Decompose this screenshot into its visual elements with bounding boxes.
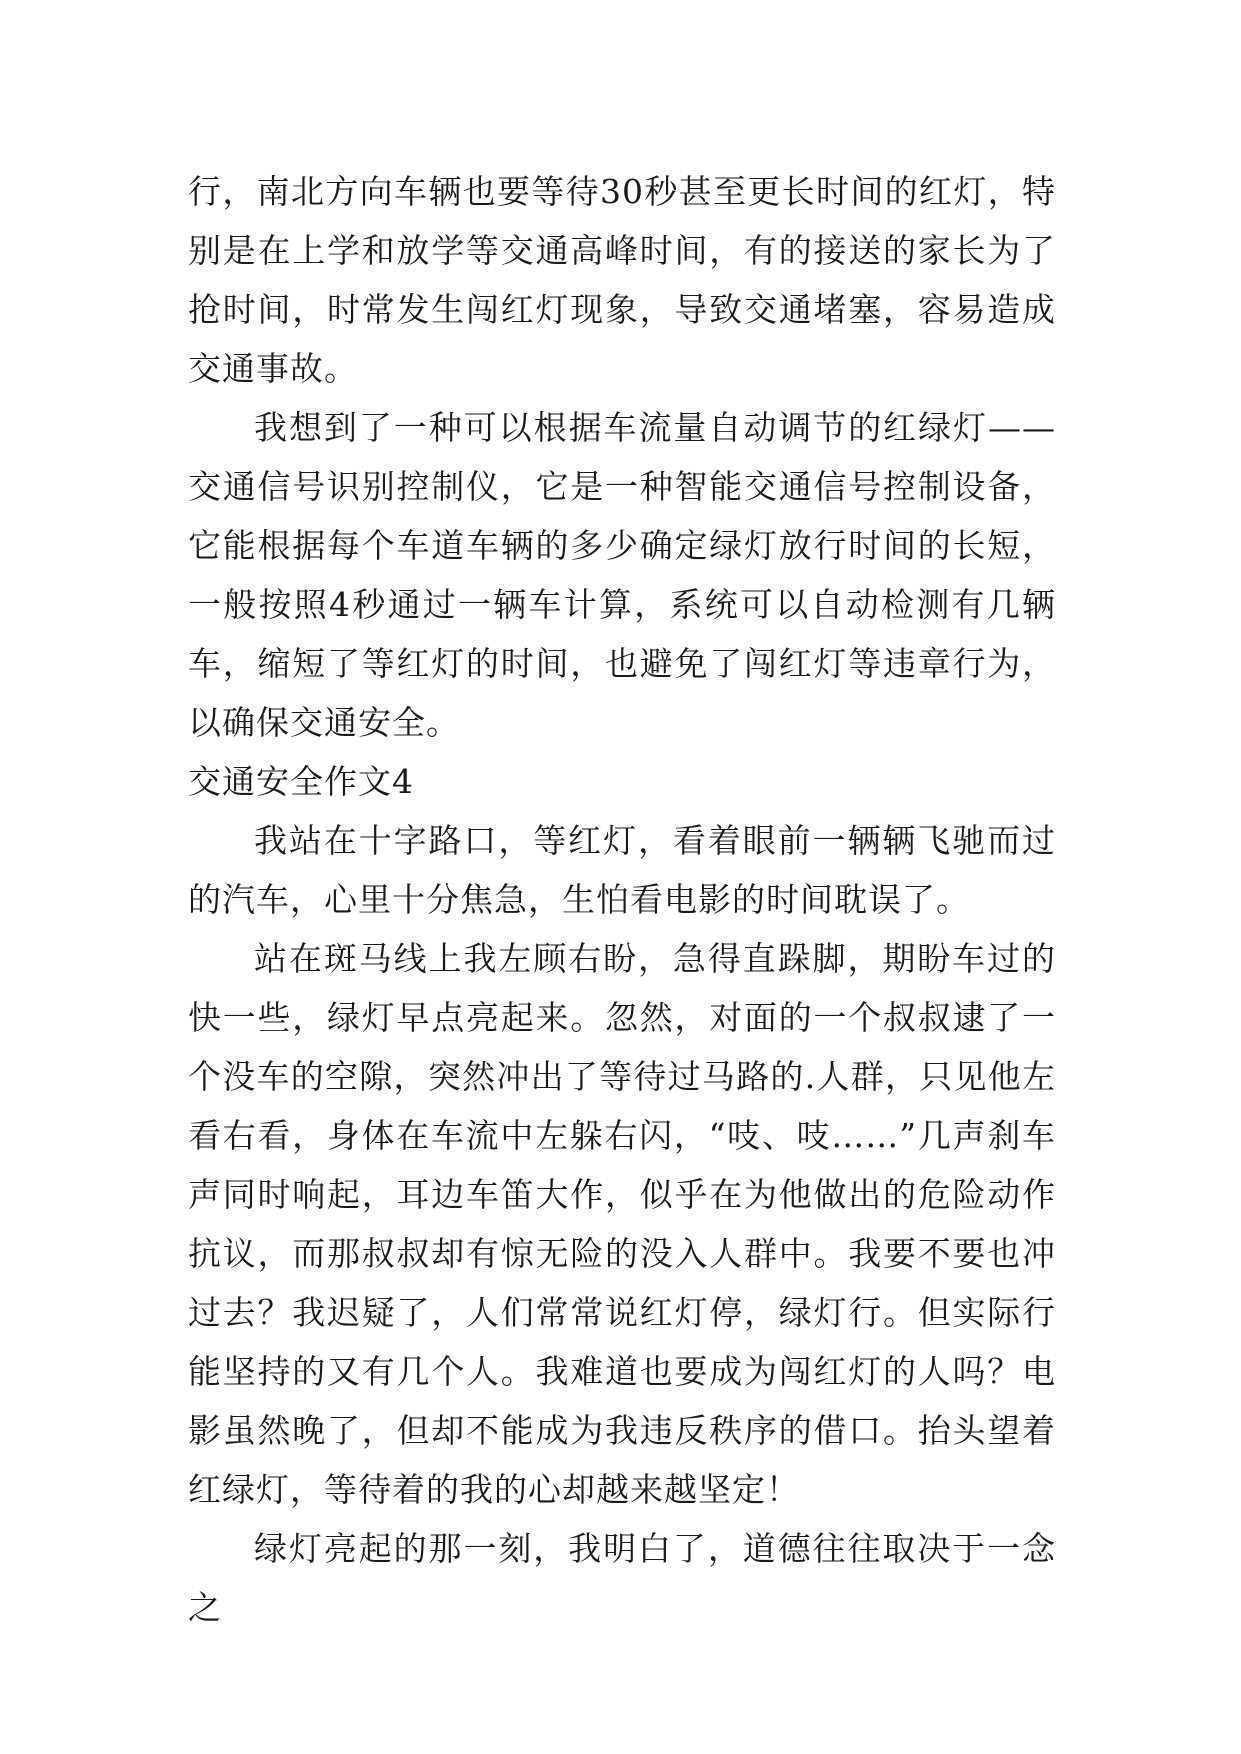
paragraph-traffic-signal-idea: 我想到了一种可以根据车流量自动调节的红绿灯——交通信号识别控制仪，它是一种智能交通信号控制设备，它能根据每个车道车辆的多少确定绿灯放行时间的长短，一般按照4秒通过一辆车计算，系统可以自动检测有几辆车，缩短了等红灯的时间，也避免了闯红灯等违章行为，以确保交通安全。 [188,408,1056,742]
paragraph-green-light: 绿灯亮起的那一刻，我明白了，道德往往取决于一念之 [188,1529,1056,1627]
paragraph-zebra-crossing: 站在斑马线上我左顾右盼，急得直跺脚，期盼车过的快一些，绿灯早点亮起来。忽然，对面的一个叔叔逮了一个没车的空隙，突然冲出了等待过马路的.人群，只见他左看右看，身体在车流中左躲右闪，“吱、吱……”几声刹车声同时响起，耳边车笛大作，似乎在为他做出的危险动作抗议，而那叔叔却有惊无险的没入人群中。我要不要也冲过去？我迟疑了，人们常常说红灯停，绿灯行。但实际行能坚持的又有几个人。我难道也要成为闯红灯的人吗？电影虽然晚了，但却不能成为我违反秩序的借口。抬头望着红绿灯，等待着的我的心却越来越坚定！ [188,939,1056,1509]
document-page [188,162,1056,1637]
paragraph-continued: 行，南北方向车辆也要等待30秒甚至更长时间的红灯，特别是在上学和放学等交通高峰时间，有的接送的家长为了抢时间，时常发生闯红灯现象，导致交通堵塞，容易造成交通事故。 [188,172,1056,388]
paragraph-intersection: 我站在十字路口，等红灯，看着眼前一辆辆飞驰而过的汽车，心里十分焦急，生怕看电影的时间耽误了。 [188,821,1056,919]
essay-heading: 交通安全作文4 [188,762,414,801]
